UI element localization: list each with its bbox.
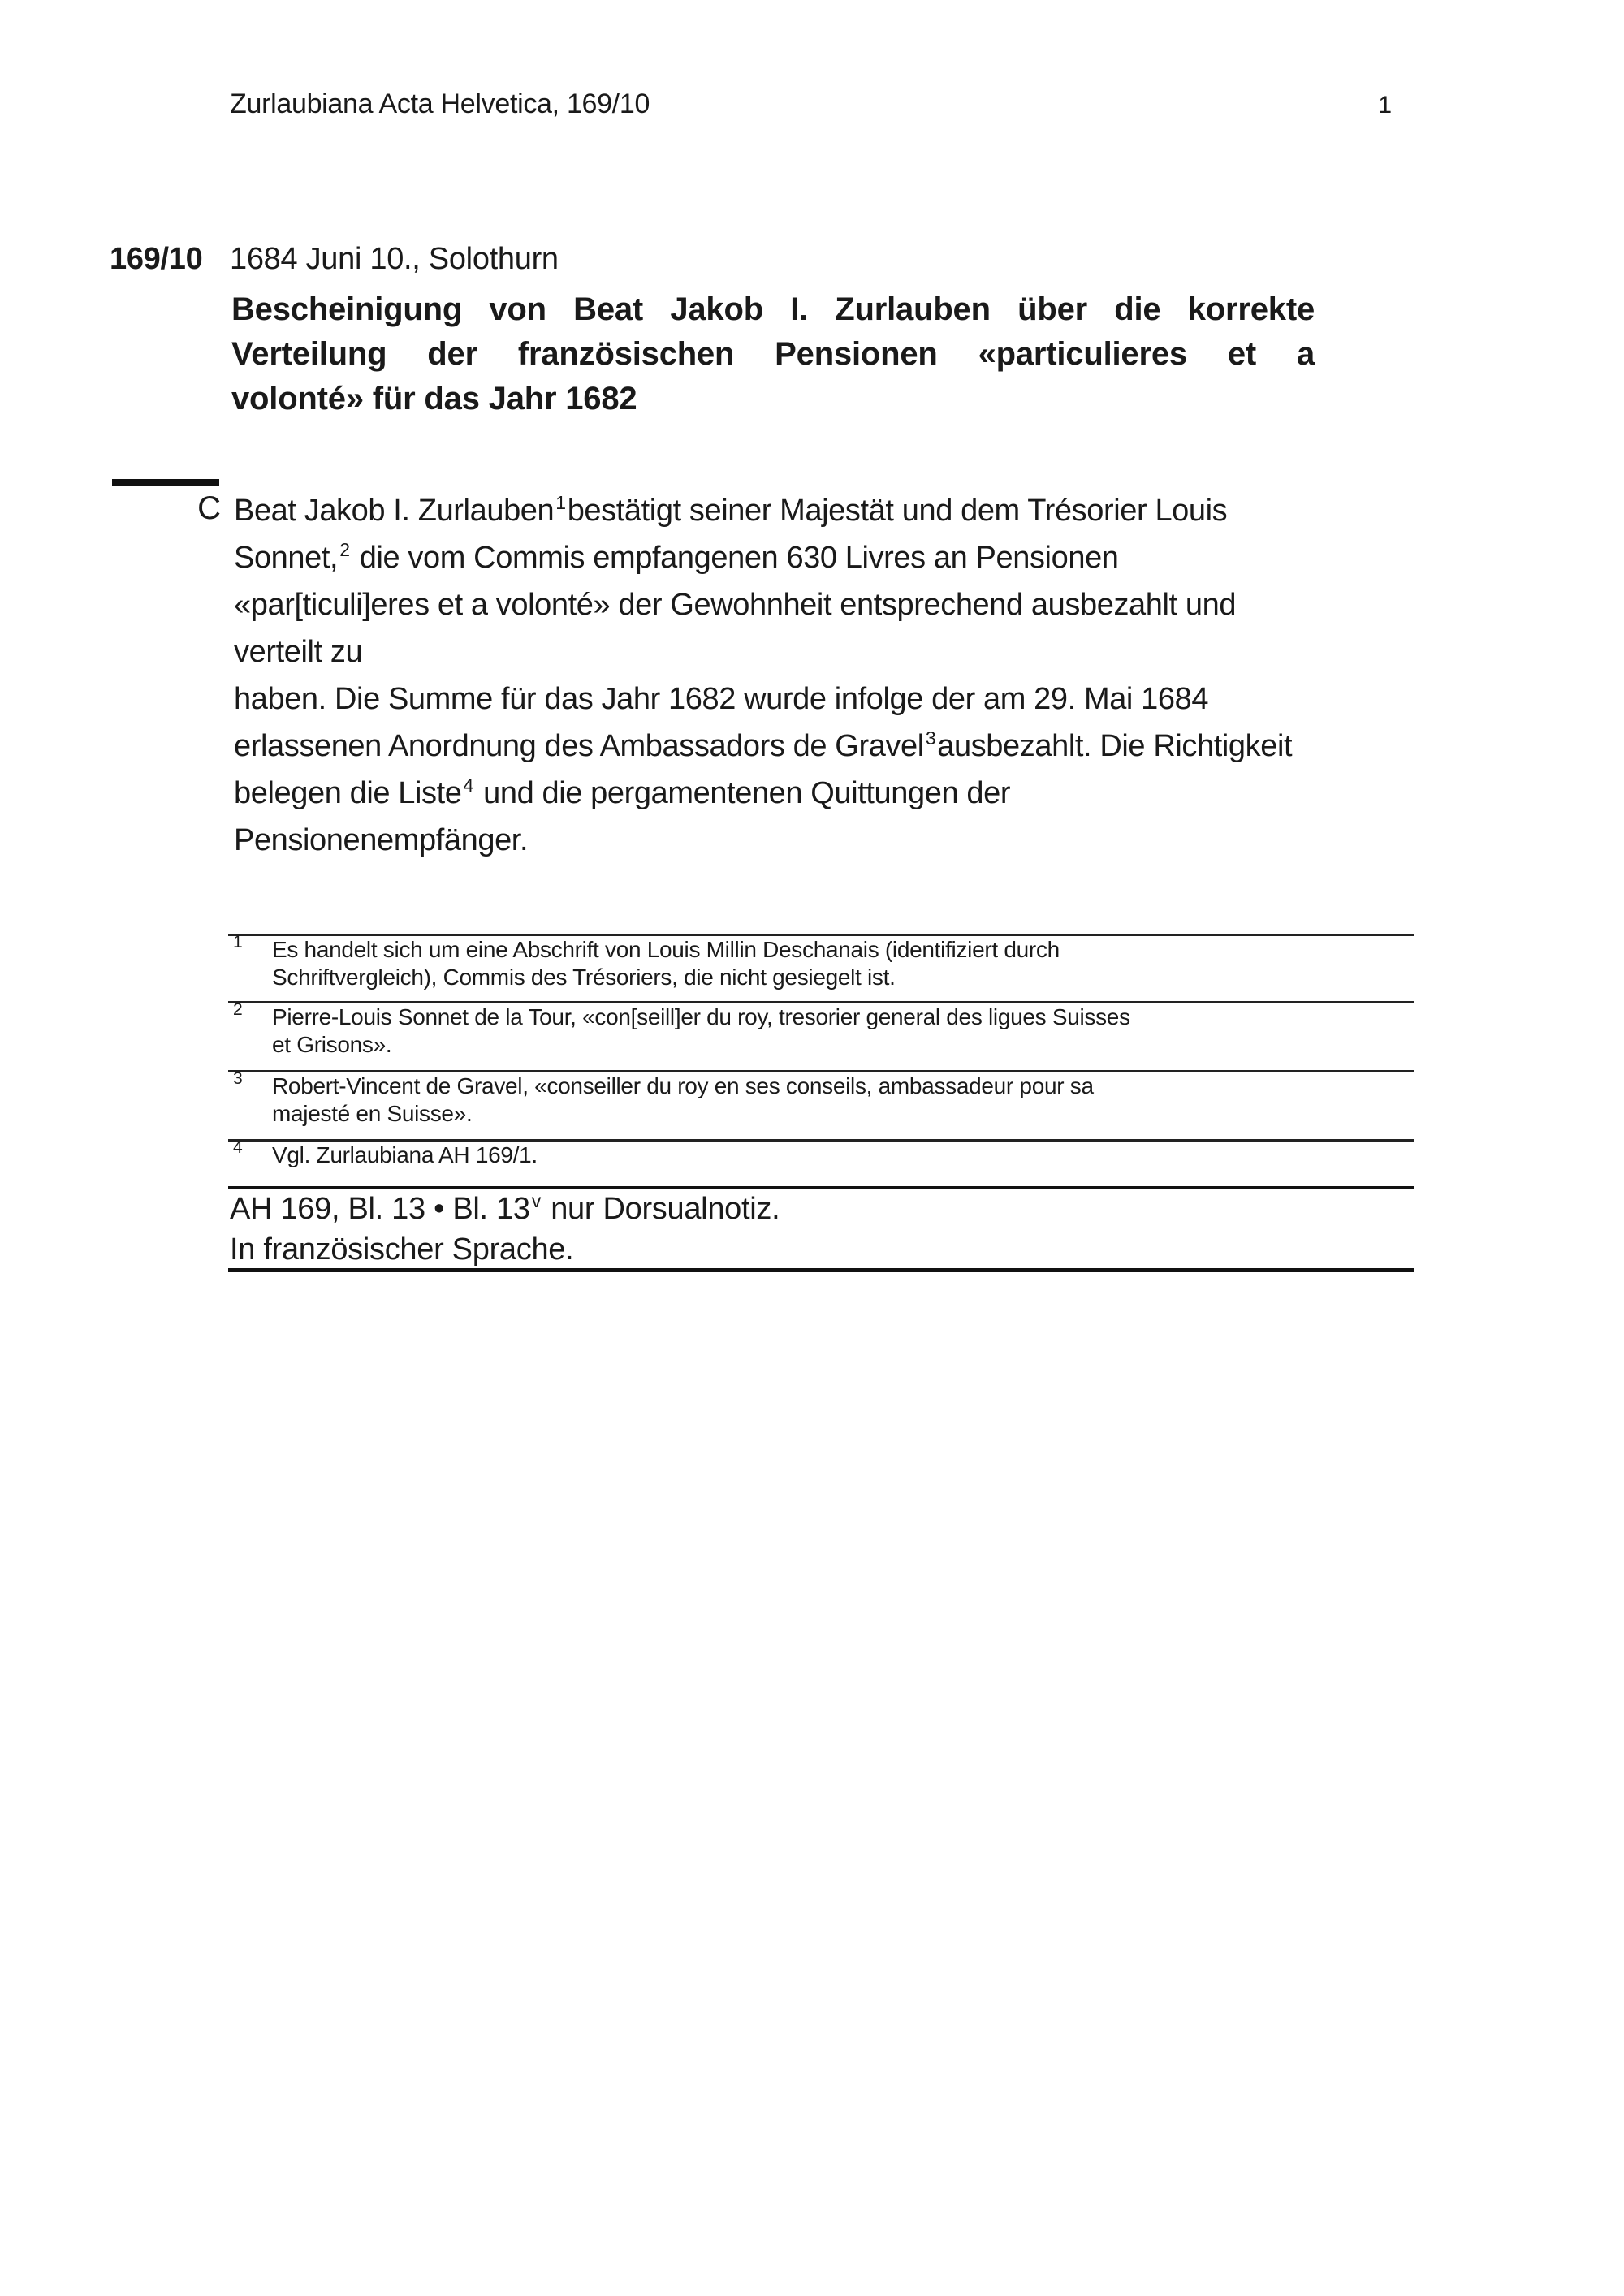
title-line-3: volonté» für das Jahr 1682: [231, 381, 637, 416]
footnote-text: Pierre-Louis Sonnet de la Tour, «con[seill]er du roy, tresorier general des ligues Suisses: [272, 1004, 1130, 1029]
running-header: Zurlaubiana Acta Helvetica, 169/10: [230, 88, 650, 119]
footnote-text: majesté en Suisse».: [272, 1101, 473, 1126]
copy-marker: C: [197, 490, 221, 526]
body-line: haben. Die Summe für das Jahr 1682 wurde infolge der am 29. Mai 1684: [234, 682, 1209, 716]
footnote-number: 4: [233, 1138, 243, 1157]
footnote-text: Robert-Vincent de Gravel, «conseiller du roy en ses conseils, ambassadeur pour sa: [272, 1073, 1094, 1098]
footnote-number: 1: [233, 933, 243, 952]
entry-dateline: 1684 Juni 10., Solothurn: [230, 242, 559, 276]
provenance-rule-bottom: [228, 1268, 1414, 1272]
footnote-number: 2: [233, 1000, 243, 1019]
verso-superscript: v: [531, 1190, 541, 1211]
footnote-text: Es handelt sich um eine Abschrift von Louis Millin Deschanais (identifiziert durch: [272, 937, 1060, 962]
title-line-1: Bescheinigung von Beat Jakob I. Zurlauben über die korrekte: [231, 291, 1315, 327]
footnote-ref-2: 2: [339, 539, 350, 560]
provenance-block: [230, 1189, 1415, 1270]
body-line: Pensionenempfänger.: [234, 823, 529, 857]
body-line: erlassenen Anordnung des Ambassadors de Gravel$^3$ausbezahlt. Die Richtigkeit: [234, 727, 1293, 763]
body-line: Beat Jakob I. Zurlauben$^1$bestätigt seiner Majestät und dem Trésorier Louis: [234, 492, 1228, 528]
body-line: belegen die Liste$^4$ und die pergamentenen Quittungen der: [234, 775, 1011, 810]
provenance-line-2: In französischer Sprache.: [230, 1232, 574, 1267]
footnote-ref-4: 4: [463, 775, 473, 796]
footnote-ref-1: 1: [555, 492, 566, 513]
footnote-text: Schriftvergleich), Commis des Trésoriers, die nicht gesiegelt ist.: [272, 965, 896, 990]
footnote-text: et Grisons».: [272, 1032, 392, 1057]
footnote-number: 3: [233, 1069, 243, 1088]
provenance-line-1: AH 169, Bl. 13 • Bl. 13$^v$ nur Dorsualnotiz.: [230, 1190, 780, 1226]
regest-body: [234, 487, 1436, 864]
footnote-text: Vgl. Zurlaubiana AH 169/1.: [272, 1142, 538, 1167]
body-line: Sonnet,$^2$ die vom Commis empfangenen 630 Livres an Pensionen: [234, 539, 1119, 575]
title-line-2: Verteilung der französischen Pensionen «particulieres et a: [231, 336, 1315, 372]
body-line: verteilt zu: [234, 635, 363, 669]
document-title: [231, 287, 1315, 421]
page-number: 1: [1378, 92, 1392, 119]
entry-number: 169/10: [110, 242, 203, 276]
footnote-ref-3: 3: [925, 727, 936, 749]
body-line: «par[ticuli]eres et a volonté» der Gewohnheit entsprechend ausbezahlt und: [234, 588, 1237, 622]
